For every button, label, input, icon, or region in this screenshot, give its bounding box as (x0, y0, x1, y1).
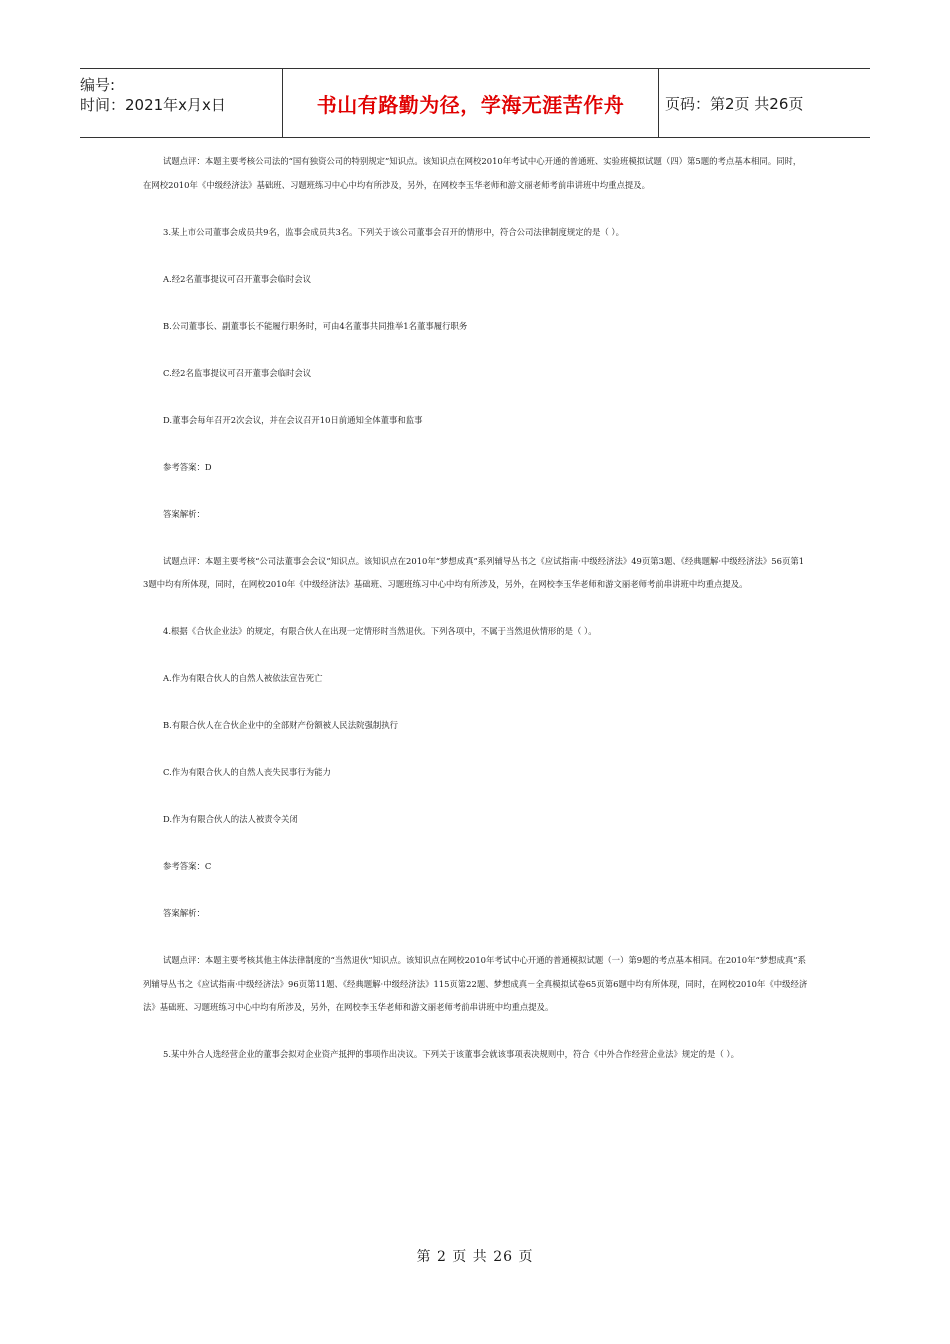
option-a: A.经2名董事提议可召开董事会临时会议 (163, 273, 312, 284)
header-page-info-cell (659, 69, 870, 137)
header-motto-cell (282, 69, 659, 137)
option-b: B.有限合伙人在合伙企业中的全部财产份额被人民法院强制执行 (163, 720, 398, 730)
option-c: C.作为有限合伙人的自然人丧失民事行为能力 (163, 767, 331, 777)
option-a: A.作为有限合伙人的自然人被依法宣告死亡 (163, 673, 323, 683)
option-d: D.董事会每年召开2次会议，并在会议召开10日前通知全体董事和监事 (163, 414, 423, 425)
review-paragraph: 试题点评：本题主要考核公司法的“国有独资公司的特别规定”知识点。该知识点在网校2010年考试中心开通的普通班、实验班模拟试题（四）第5题的考点基本相同。同时，在网校2010年《中级经济法》基础班、习题班练习中心中均有所涉及，另外，在网校李玉华老师和游文丽老师考前串讲班中均重点提及。 (143, 156, 802, 190)
question-5: 5.某中外合人选经营企业的董事会拟对企业资产抵押的事项作出决议。下列关于该董事会就该事项表决规则中，符合《中外合作经营企业法》规定的是（ ）。 (163, 1049, 739, 1059)
review-paragraph: 试题点评：本题主要考核其他主体法律制度的“当然退伙”知识点。该知识点在网校2010年考试中心开通的普通模拟试题（一）第9题的考点基本相同。在2010年“梦想成真”系列辅导丛书之《应试指南·中级经济法》96页第11题、《经典题解·中级经济法》115页第22题、梦想成真－全真模拟试卷65页第6题中均有所体现，同时，在网校2010年《中级经济法》基础班、习题班练习中心中均有所涉及，另外，在网校李玉华老师和游文丽老师考前串讲班中均重点提及。 (143, 955, 808, 1012)
option-b: B.公司董事长、副董事长不能履行职务时，可由4名董事共同推举1名董事履行职务 (163, 320, 468, 331)
date-line: 时间：2021年x月x日 (80, 96, 226, 114)
header-meta (80, 69, 282, 137)
question-3: 3.某上市公司董事会成员共9名，监事会成员共3名。下列关于该公司董事会召开的情形中，符合公司法律制度规定的是（ ）。 (163, 226, 624, 237)
page-footer (0, 1246, 950, 1266)
option-d: D.作为有限合伙人的法人被责令关闭 (163, 814, 298, 824)
footer-page-number: 第 2 页 共 26 页 (416, 1249, 534, 1265)
motto-text: 书山有路勤为径，学海无涯苦作舟 (316, 92, 625, 117)
reference-answer: 参考答案：D (163, 461, 212, 472)
page-header (80, 68, 870, 138)
code-label: 编号: (80, 76, 116, 94)
reference-answer: 参考答案：C (163, 861, 212, 871)
question-4: 4.根据《合伙企业法》的规定，有限合伙人在出现一定情形时当然退伙。下列各项中，不属于当然退伙情形的是（ ）。 (163, 626, 597, 636)
answer-analysis: 答案解析： (163, 508, 205, 519)
review-paragraph: 试题点评：本题主要考核“公司法董事会会议”知识点。该知识点在2010年“梦想成真”系列辅导丛书之《应试指南·中级经济法》49页第3题、《经典题解·中级经济法》56页第13题中均有所体现，同时，在网校2010年《中级经济法》基础班、习题班练习中心中均有所涉及，另外，在网校李玉华老师和游文丽老师考前串讲班中均重点提及。 (143, 555, 805, 589)
document-body (143, 150, 808, 1067)
answer-analysis: 答案解析： (163, 908, 205, 918)
option-c: C.经2名监事提议可召开董事会临时会议 (163, 367, 312, 378)
page-info: 页码：第2页 共26页 (665, 94, 804, 113)
